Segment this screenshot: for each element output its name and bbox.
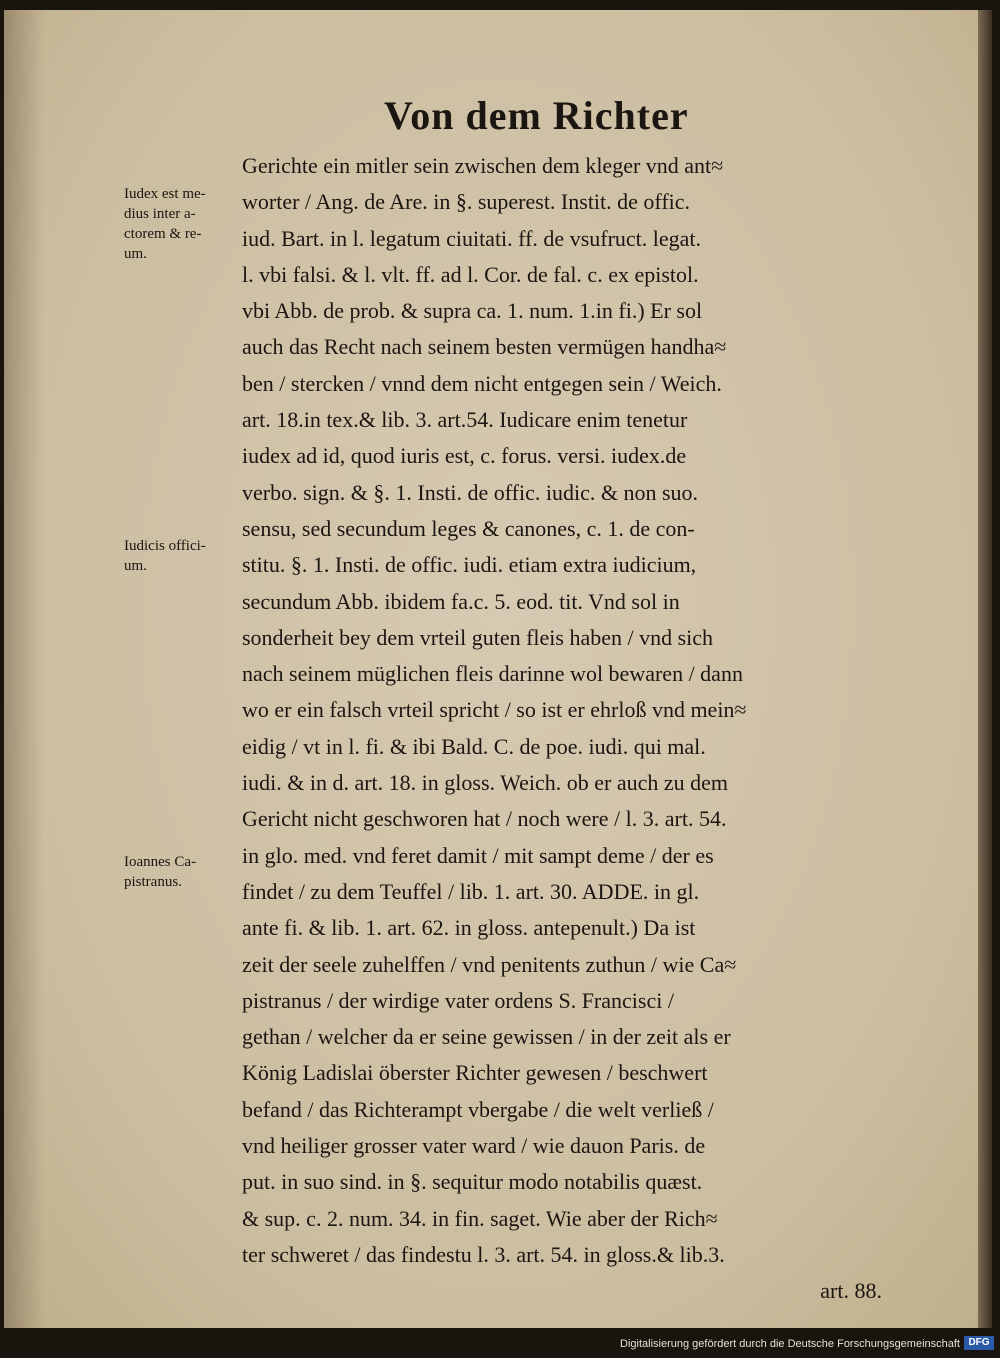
text-line: stitu. §. 1. Insti. de offic. iudi. etiam extra iudicium, — [242, 552, 697, 578]
body-text — [242, 148, 882, 1310]
gutter-shadow — [4, 10, 44, 1328]
marginal-note-line: ctorem & re- — [124, 226, 202, 242]
text-line: gethan / welcher da er seine gewissen / in der zeit als er — [242, 1024, 731, 1050]
text-line: ben / stercken / vnnd dem nicht entgegen sein / Weich. — [242, 370, 722, 396]
text-line: l. vbi falsi. & l. vlt. ff. ad l. Cor. de fal. c. ex epistol. — [242, 261, 699, 287]
marginal-note-line: dius inter a- — [124, 206, 196, 222]
funding-credit: Digitalisierung gefördert durch die Deutsche Forschungsgemeinschaft — [620, 1338, 960, 1350]
marginal-note-line: um. — [124, 246, 147, 262]
text-line: ante fi. & lib. 1. art. 62. in gloss. antepenult.) Da ist — [242, 915, 696, 941]
text-line: worter / Ang. de Are. in §. superest. Instit. de offic. — [242, 189, 691, 215]
text-line: König Ladislai öberster Richter gewesen / beschwert — [242, 1060, 708, 1086]
text-line: wo er ein falsch vrteil spricht / so ist er ehrloß vnd mein≈ — [242, 697, 747, 723]
text-line: iudi. & in d. art. 18. in gloss. Weich. ob er auch zu dem — [242, 770, 729, 796]
text-line: pistranus / der wirdige vater ordens S. Francisci / — [242, 987, 674, 1013]
text-line: befand / das Richterampt vbergabe / die welt verließ / — [242, 1096, 714, 1122]
text-line: iudex ad id, quod iuris est, c. forus. versi. iudex.de — [242, 443, 687, 469]
marginal-note-line: pistranus. — [124, 874, 182, 890]
text-line: eidig / vt in l. fi. & ibi Bald. C. de poe. iudi. qui mal. — [242, 733, 706, 759]
book-page — [4, 10, 992, 1328]
running-head: Von dem Richter — [384, 93, 689, 138]
marginal-note-line: Iudicis offici- — [124, 538, 206, 554]
text-line: secundum Abb. ibidem fa.c. 5. eod. tit. Vnd sol in — [242, 588, 680, 614]
text-line: ter schweret / das findestu l. 3. art. 54. in gloss.& lib.3. — [242, 1241, 725, 1267]
text-line: Gerichte ein mitler sein zwischen dem kleger vnd ant≈ — [242, 153, 724, 178]
text-line: in glo. med. vnd feret damit / mit sampt deme / der es — [242, 842, 714, 868]
text-line: nach seinem müglichen fleis darinne wol bewaren / dann — [242, 661, 743, 687]
text-line: Gericht nicht geschworen hat / noch were / l. 3. art. 54. — [242, 806, 727, 832]
text-line: zeit der seele zuhelffen / vnd penitents zuthun / wie Ca≈ — [242, 951, 737, 977]
marginal-note-line: Iudex est me- — [124, 186, 206, 202]
text-line: art. 18.in tex.& lib. 3. art.54. Iudicare enim tenetur — [242, 407, 688, 433]
marginal-note-line: um. — [124, 558, 147, 574]
page-edge — [978, 10, 992, 1328]
text-line-catchword: art. 88. — [820, 1278, 882, 1304]
text-line: auch das Recht nach seinem besten vermügen handha≈ — [242, 334, 727, 360]
text-line: iud. Bart. in l. legatum ciuitati. ff. de vsufruct. legat. — [242, 225, 702, 251]
text-line: put. in suo sind. in §. sequitur modo notabilis quæst. — [242, 1169, 703, 1195]
text-line: & sup. c. 2. num. 34. in fin. saget. Wie aber der Rich≈ — [242, 1205, 718, 1231]
footer-bar — [0, 1328, 1000, 1358]
text-line: vbi Abb. de prob. & supra ca. 1. num. 1.in fi.) Er sol — [242, 298, 703, 324]
text-line: sonderheit bey dem vrteil guten fleis haben / vnd sich — [242, 624, 714, 650]
marginal-note-iudex — [124, 184, 242, 264]
text-line: findet / zu dem Teuffel / lib. 1. art. 30. ADDE. in gl. — [242, 878, 700, 904]
text-line: sensu, sed secundum leges & canones, c. 1. de con- — [242, 515, 695, 541]
marginal-note-iudicis-officium — [124, 536, 242, 576]
marginal-note-line: Ioannes Ca- — [124, 854, 197, 870]
text-line: vnd heiliger grosser vater ward / wie dauon Paris. de — [242, 1133, 706, 1159]
dfg-logo: DFG — [964, 1336, 994, 1350]
text-line: verbo. sign. & §. 1. Insti. de offic. iudic. & non suo. — [242, 479, 699, 505]
marginal-note-capistranus — [124, 852, 242, 892]
